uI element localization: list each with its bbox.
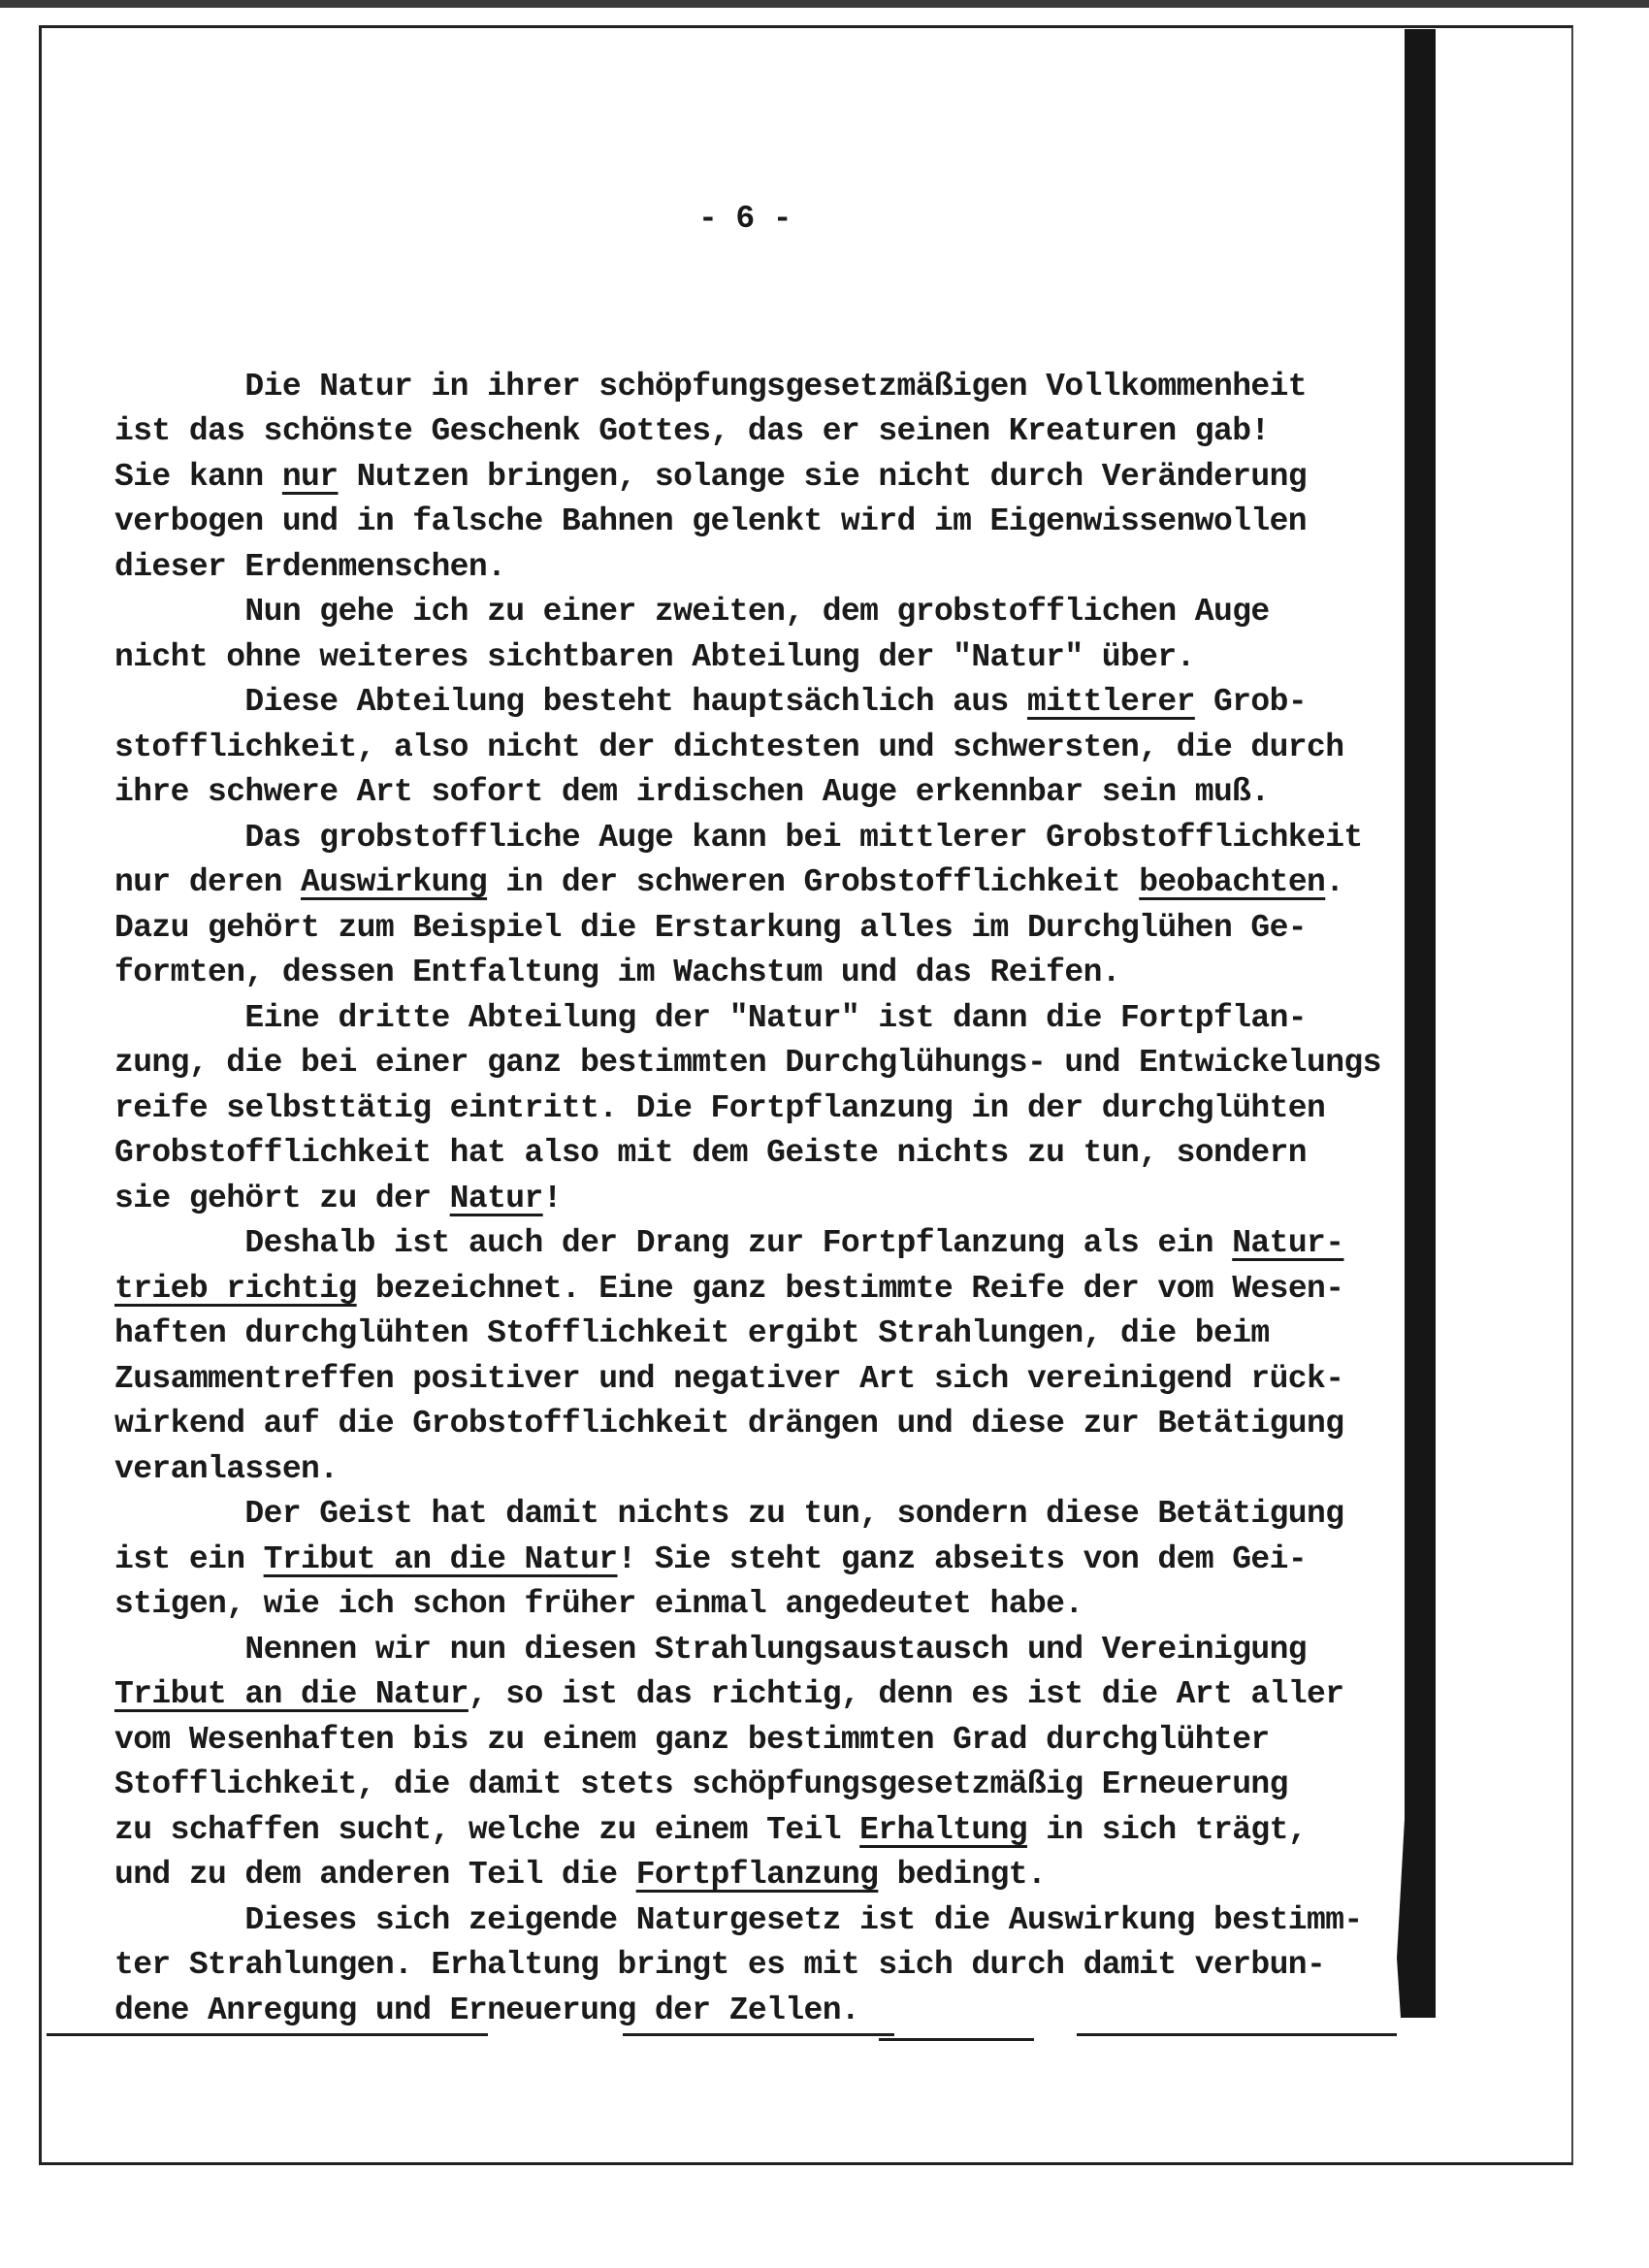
- text-run: Deshalb ist auch der Drang zur Fortpflanzung als ein: [114, 1225, 1233, 1261]
- text-run: nicht ohne weiteres sichtbaren Abteilung der "Natur" über.: [114, 638, 1195, 675]
- text-line: [114, 680, 1405, 726]
- text-line: [114, 951, 1405, 996]
- text-line: [114, 590, 1405, 635]
- text-line: [114, 1538, 1405, 1583]
- text-run: zung, die bei einer ganz bestimmten Durchglühungs- und Entwickelungs: [114, 1045, 1381, 1081]
- body-lines: [114, 365, 1405, 2034]
- text-run: Dazu gehört zum Beispiel die Erstarkung alles im Durchglühen Ge-: [114, 909, 1308, 946]
- text-run: Nutzen bringen, solange sie nicht durch Veränderung: [338, 458, 1308, 495]
- text-line: [114, 1267, 1405, 1312]
- text-line: [114, 455, 1405, 501]
- underlined-text: Natur-: [1232, 1225, 1344, 1261]
- text-run: ter Strahlungen. Erhaltung bringt es mit sich durch damit verbun-: [114, 1947, 1326, 1983]
- text-run: veranlassen.: [114, 1450, 339, 1487]
- text-run: stofflichkeit, also nicht der dichtesten und schwersten, die durch: [114, 729, 1344, 765]
- underlined-text: Tribut an die Natur: [114, 1676, 469, 1712]
- text-run: Dieses sich zeigende Naturgesetz ist die Auswirkung bestimm-: [114, 1901, 1363, 1938]
- text-line: [114, 1808, 1405, 1854]
- text-line: [114, 1672, 1405, 1718]
- underlined-text: Fortpflanzung: [635, 1857, 879, 1893]
- text-line: [114, 1402, 1405, 1447]
- text-run: Das grobstoffliche Auge kann bei mittlerer Grobstofflichkeit: [114, 819, 1363, 856]
- text-line: [114, 409, 1405, 455]
- text-run: dieser Erdenmenschen.: [114, 548, 506, 585]
- text-line: [114, 1447, 1405, 1493]
- text-line: [114, 726, 1405, 771]
- text-run: dene Anregung und Erneuerung der Zellen.: [114, 1992, 860, 2028]
- text-run: formten, dessen Entfaltung im Wachstum und das Reifen.: [114, 955, 1120, 990]
- text-line: [114, 1312, 1405, 1357]
- text-run: Nun gehe ich zu einer zweiten, dem grobstofflichen Auge: [114, 594, 1270, 630]
- scan-top-edge: [0, 0, 1649, 8]
- text-run: in der schweren Grobstofflichkeit: [487, 864, 1140, 900]
- text-run: .: [1325, 864, 1344, 900]
- text-line: [114, 1943, 1405, 1989]
- text-run: Grob-: [1194, 684, 1308, 720]
- text-line: [114, 1131, 1405, 1177]
- text-run: Die Natur in ihrer schöpfungsgesetzmäßigen Vollkommenheit: [114, 368, 1308, 405]
- text-run: Zusammentreffen positiver und negativer Art sich vereinigend rück-: [114, 1360, 1344, 1397]
- text-line: [114, 1989, 1405, 2034]
- text-line: [114, 816, 1405, 861]
- text-line: [114, 770, 1405, 816]
- text-line: [114, 545, 1405, 591]
- text-run: ! Sie steht ganz abseits von dem Gei-: [617, 1540, 1308, 1577]
- text-run: und zu dem anderen Teil die: [114, 1857, 636, 1893]
- page-number: - 6 -: [697, 201, 792, 237]
- text-run: reife selbsttätig eintritt. Die Fortpflanzung in der durchglühten: [114, 1089, 1326, 1126]
- text-line: [114, 1628, 1405, 1673]
- text-run: ist das schönste Geschenk Gottes, das er seinen Kreaturen gab!: [114, 413, 1270, 449]
- text-run: haften durchglühten Stofflichkeit ergibt Strahlungen, die beim: [114, 1315, 1270, 1351]
- document-body: [114, 107, 1405, 2123]
- text-line: [114, 1718, 1405, 1764]
- text-line: [114, 1853, 1405, 1898]
- text-run: in sich trägt,: [1026, 1811, 1308, 1848]
- text-line: [114, 500, 1405, 545]
- text-run: Der Geist hat damit nichts zu tun, sondern diese Betätigung: [114, 1496, 1344, 1532]
- text-line: [114, 1763, 1405, 1808]
- underlined-text: Auswirkung: [301, 864, 488, 900]
- underlined-text: nur: [281, 458, 339, 495]
- text-run: !: [542, 1180, 562, 1216]
- text-run: Eine dritte Abteilung der "Natur" ist dann die Fortpflan-: [114, 999, 1308, 1036]
- text-run: ist ein: [114, 1540, 264, 1577]
- text-run: bedingt.: [878, 1857, 1047, 1893]
- underlined-text: Erhaltung: [859, 1811, 1027, 1848]
- text-line: [114, 996, 1405, 1042]
- text-line: [114, 1041, 1405, 1086]
- text-line: [114, 1221, 1405, 1267]
- text-line: [114, 1357, 1405, 1403]
- text-run: wirkend auf die Grobstofflichkeit drängen und diese zur Betätigung: [114, 1406, 1344, 1442]
- underlined-text: trieb richtig: [114, 1270, 357, 1307]
- underlined-text: Tribut an die Natur: [263, 1540, 618, 1577]
- text-run: stigen, wie ich schon früher einmal angedeutet habe.: [114, 1586, 1083, 1622]
- underlined-text: Natur: [449, 1180, 543, 1216]
- text-run: sie gehört zu der: [114, 1180, 450, 1216]
- text-line: [114, 365, 1405, 410]
- text-run: Sie kann: [114, 458, 282, 495]
- text-run: Nennen wir nun diesen Strahlungsaustausch und Vereinigung: [114, 1631, 1308, 1668]
- text-line: [114, 860, 1405, 906]
- text-line: [114, 1177, 1405, 1222]
- text-run: zu schaffen sucht, welche zu einem Teil: [114, 1811, 860, 1848]
- text-run: ihre schwere Art sofort dem irdischen Auge erkennbar sein muß.: [114, 774, 1270, 810]
- text-run: Grobstofflichkeit hat also mit dem Geiste nichts zu tun, sondern: [114, 1135, 1308, 1171]
- text-run: Diese Abteilung besteht hauptsächlich aus: [114, 684, 1027, 720]
- text-line: [114, 1086, 1405, 1132]
- text-line: [114, 1492, 1405, 1538]
- text-line: [114, 906, 1405, 952]
- text-line: [114, 1898, 1405, 1944]
- underlined-text: beobachten: [1139, 864, 1326, 900]
- text-run: nur deren: [114, 864, 302, 900]
- text-run: verbogen und in falsche Bahnen gelenkt wird im Eigenwissenwollen: [114, 503, 1308, 539]
- text-run: , so ist das richtig, denn es ist die Art aller: [468, 1676, 1344, 1712]
- text-line: [114, 1582, 1405, 1628]
- text-run: Stofflichkeit, die damit stets schöpfungsgesetzmäßig Erneuerung: [114, 1766, 1288, 1802]
- text-run: vom Wesenhaften bis zu einem ganz bestimmten Grad durchglühter: [114, 1721, 1270, 1758]
- text-run: bezeichnet. Eine ganz bestimmte Reife der vom Wesen-: [356, 1270, 1344, 1307]
- underlined-text: mittlerer: [1026, 684, 1195, 720]
- text-line: [114, 635, 1405, 681]
